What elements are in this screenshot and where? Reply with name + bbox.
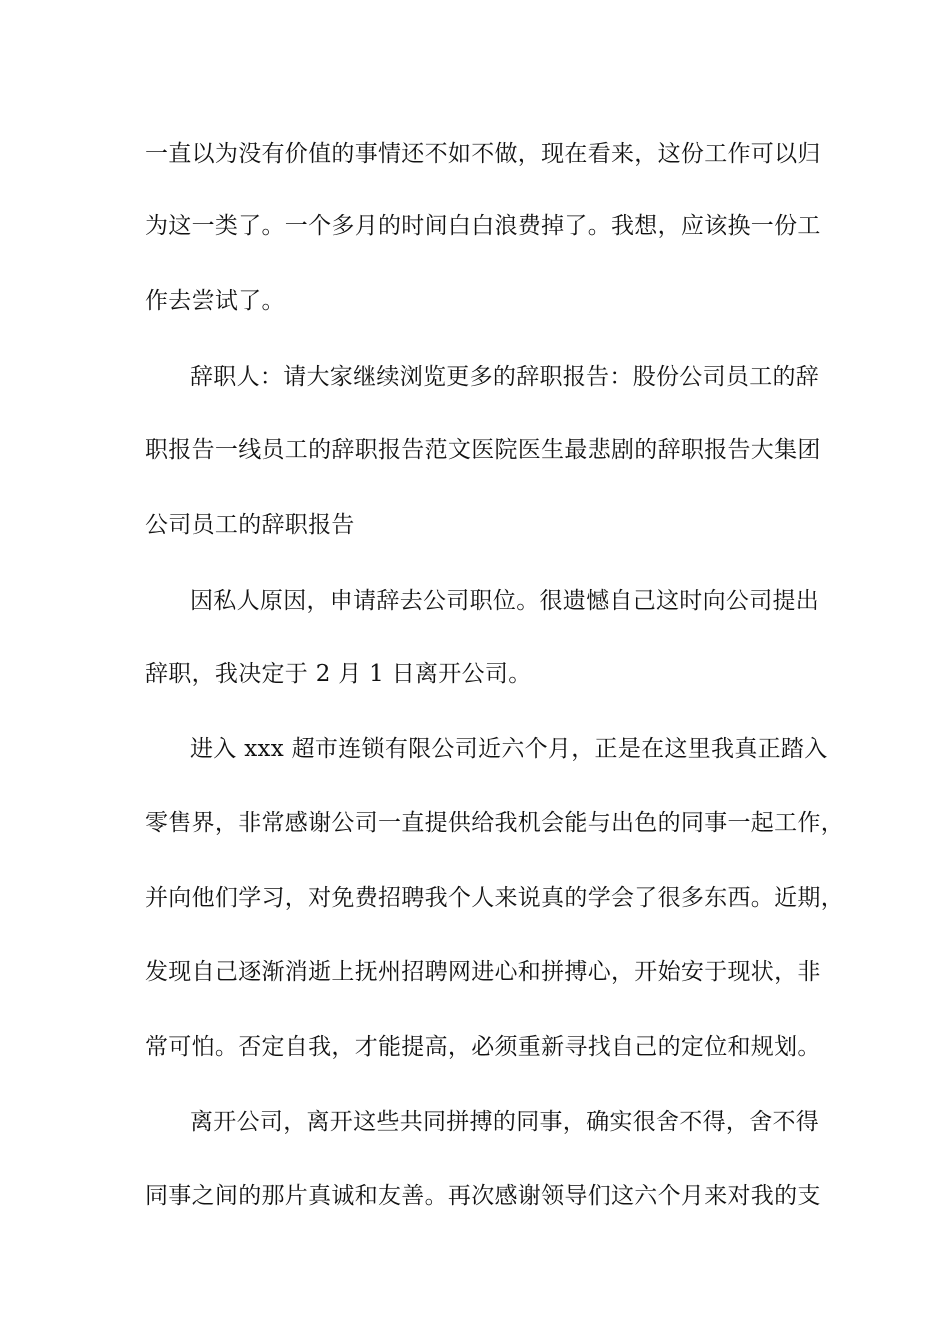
- paragraph-line: 离开公司，离开这些共同拼搏的同事，确实很舍不得，舍不得: [190, 1109, 820, 1135]
- paragraph-line: 公司员工的辞职报告: [145, 512, 355, 538]
- paragraph-line: 常可怕。否定自我，才能提高，必须重新寻找自己的定位和规划。: [145, 1034, 821, 1060]
- paragraph-line: 进入 xxx 超市连锁有限公司近六个月，正是在这里我真正踏入: [190, 736, 828, 762]
- paragraph-line: 并向他们学习，对免费招聘我个人来说真的学会了很多东西。近期，: [145, 885, 844, 911]
- paragraph-line: 因私人原因，申请辞去公司职位。很遗憾自己这时向公司提出: [190, 588, 820, 614]
- paragraph-line: 发现自己逐渐消逝上抚州招聘网进心和拼搏心，开始安于现状，非: [145, 959, 821, 985]
- paragraph-line: 辞职人：请大家继续浏览更多的辞职报告：股份公司员工的辞: [190, 364, 820, 390]
- paragraph-line: 作去尝试了。: [145, 288, 285, 314]
- paragraph-line: 零售界，非常感谢公司一直提供给我机会能与出色的同事一起工作，: [145, 810, 844, 836]
- paragraph-line: 辞职，我决定于 2 月 1 日离开公司。: [145, 661, 532, 687]
- paragraph-line: 为这一类了。一个多月的时间白白浪费掉了。我想，应该换一份工: [145, 213, 821, 239]
- paragraph-line: 同事之间的那片真诚和友善。再次感谢领导们这六个月来对我的支: [145, 1183, 821, 1209]
- paragraph-line: 职报告一线员工的辞职报告范文医院医生最悲剧的辞职报告大集团: [145, 437, 821, 463]
- paragraph-line: 一直以为没有价值的事情还不如不做，现在看来，这份工作可以归: [145, 141, 821, 167]
